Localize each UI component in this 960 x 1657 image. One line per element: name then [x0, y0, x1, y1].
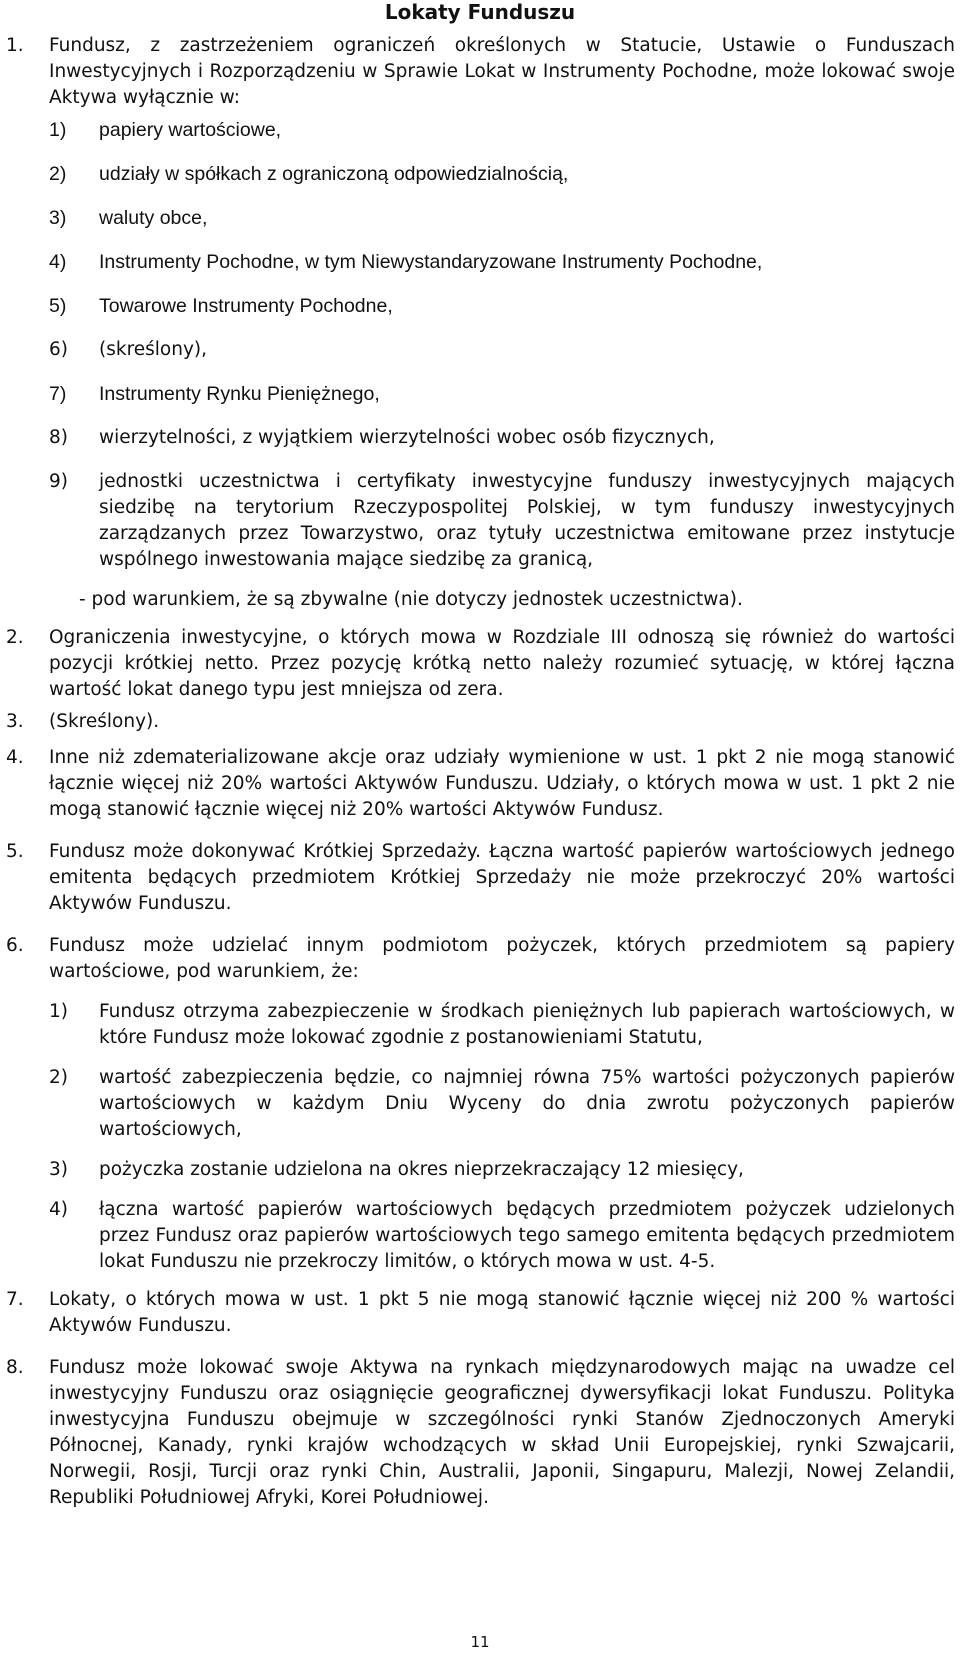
subitem-number: 9) — [49, 471, 68, 492]
subitem-1-7 — [0, 381, 960, 407]
subitem-text: (skreślony), — [99, 339, 208, 360]
subitem-text: wierzytelności, z wyjątkiem wierzytelności wobec osób fizycznych, — [99, 427, 715, 448]
page-title: Lokaty Funduszu — [384, 0, 576, 24]
subitem-number: 8) — [49, 427, 68, 448]
subitem-number: 1) — [49, 1001, 68, 1022]
section-item-4 — [0, 745, 960, 823]
subitem-number: 2) — [49, 1067, 68, 1088]
item-text: Fundusz może dokonywać Krótkiej Sprzedaży. Łączna wartość papierów wartościowych jednego emitenta będących przedmiotem Krótkiej Sprzedaży nie może przekroczyć 20% wartości Aktywów Funduszu. — [49, 841, 955, 914]
subitem-1-2 — [0, 161, 960, 187]
item-number: 8. — [6, 1357, 24, 1378]
subitem-text: Instrumenty Rynku Pieniężnego, — [99, 383, 380, 405]
item-number: 5. — [6, 841, 24, 862]
subitem-6-3 — [0, 1157, 960, 1183]
subitem-1-6 — [0, 337, 960, 363]
section-item-7 — [0, 1287, 960, 1339]
document-body — [0, 33, 960, 1511]
subitem-text: waluty obce, — [99, 207, 208, 229]
item-number: 6. — [6, 935, 24, 956]
item-number: 2. — [6, 627, 24, 648]
item-text: Fundusz może lokować swoje Aktywa na rynkach międzynarodowych mając na uwadze cel inwestycyjny Funduszu oraz osiągnięcie geograficznej dywersyfikacji lokat Funduszu. Polityka inwestycyjna Funduszu obejmuje w szczególności rynki Stanów Zjednoczonych Ameryki Północnej, Kanady, rynki krajów wchodzących w skład Unii Europejskiej, rynki Szwajcarii, Norwegii, Rosji, Turcji oraz rynki Chin, Australii, Japonii, Singapuru, Malezji, Nowej Zelandii, Republiki Południowej Afryki, Korei Południowej. — [49, 1357, 955, 1508]
subitem-text: wartość zabezpieczenia będzie, co najmniej równa 75% wartości pożyczonych papierów wartościowych w każdym Dniu Wyceny do dnia zwrotu pożyczonych papierów wartościowych, — [99, 1067, 955, 1140]
item-number: 4. — [6, 747, 24, 768]
item-text: Fundusz może udzielać innym podmiotom pożyczek, których przedmiotem są papiery wartościowe, pod warunkiem, że: — [49, 935, 955, 982]
section-item-5 — [0, 839, 960, 917]
item-number: 7. — [6, 1289, 24, 1310]
subitem-number: 3) — [49, 207, 67, 229]
section-item-3 — [0, 709, 960, 735]
subitem-1-9 — [0, 469, 960, 573]
subitem-number: 5) — [49, 295, 67, 317]
subitem-text: pożyczka zostanie udzielona na okres nieprzekraczający 12 miesięcy, — [99, 1159, 744, 1180]
subitem-1-1 — [0, 117, 960, 143]
page-number: 11 — [470, 1633, 490, 1651]
section-item-1 — [0, 33, 960, 111]
subitem-text: Towarowe Instrumenty Pochodne, — [99, 295, 393, 317]
subitem-text: papiery wartościowe, — [99, 119, 282, 141]
subitem-text: udziały w spółkach z ograniczoną odpowiedzialnością, — [99, 163, 569, 185]
item-text: (Skreślony). — [49, 711, 160, 732]
subitem-number: 3) — [49, 1159, 68, 1180]
item-text: Fundusz, z zastrzeżeniem ograniczeń określonych w Statucie, Ustawie o Funduszach Inwestycyjnych i Rozporządzeniu w Sprawie Lokat w Instrumenty Pochodne, może lokować swoje Aktywa wyłącznie w: — [49, 35, 955, 108]
subitem-6-2 — [0, 1065, 960, 1143]
subitem-6-1 — [0, 999, 960, 1051]
subitem-number: 7) — [49, 383, 67, 405]
item-text: Ograniczenia inwestycyjne, o których mowa w Rozdziale III odnoszą się również do wartości pozycji krótkiej netto. Przez pozycję krótką netto należy rozumieć sytuację, w której łączna wartość lokat danego typu jest mniejsza od zera. — [49, 627, 955, 700]
section-item-6 — [0, 933, 960, 985]
condition-note: - pod warunkiem, że są zbywalne (nie dotyczy jednostek uczestnictwa). — [79, 589, 743, 610]
section-item-8 — [0, 1355, 960, 1511]
item-text: Lokaty, o których mowa w ust. 1 pkt 5 nie mogą stanowić łącznie więcej niż 200 % wartości Aktywów Funduszu. — [49, 1289, 955, 1336]
subitem-1-3 — [0, 205, 960, 231]
subitem-1-8 — [0, 425, 960, 451]
subitem-number: 6) — [49, 339, 68, 360]
subitem-text: jednostki uczestnictwa i certyfikaty inwestycyjne funduszy inwestycyjnych mających siedzibę na terytorium Rzeczypospolitej Polskiej, w tym funduszy inwestycyjnych zarządzanych przez Towarzystwo, oraz tytuły uczestnictwa emitowane przez instytucje wspólnego inwestowania mające siedzibę za granicą, — [99, 471, 955, 570]
subitem-number: 4) — [49, 251, 67, 273]
subitem-number: 2) — [49, 163, 67, 185]
subitem-number: 4) — [49, 1199, 68, 1220]
subitem-1-4 — [0, 249, 960, 275]
item-text: Inne niż zdematerializowane akcje oraz udziały wymienione w ust. 1 pkt 2 nie mogą stanowić łącznie więcej niż 20% wartości Aktywów Funduszu. Udziały, o których mowa w ust. 1 pkt 2 nie mogą stanowić łącznie więcej niż 20% wartości Aktywów Fundusz. — [49, 747, 955, 820]
subitem-6-4 — [0, 1197, 960, 1275]
item-number: 1. — [6, 35, 24, 56]
subitem-text: łączna wartość papierów wartościowych będących przedmiotem pożyczek udzielonych przez Fundusz oraz papierów wartościowych tego samego emitenta będących przedmiotem lokat Funduszu nie przekroczy limitów, o których mowa w ust. 4-5. — [99, 1199, 955, 1272]
subitem-text: Instrumenty Pochodne, w tym Niewystandaryzowane Instrumenty Pochodne, — [99, 251, 763, 273]
item-number: 3. — [6, 711, 24, 732]
section-item-2 — [0, 625, 960, 703]
subitem-number: 1) — [49, 119, 67, 141]
subitem-1-5 — [0, 293, 960, 319]
subitem-text: Fundusz otrzyma zabezpieczenie w środkach pieniężnych lub papierach wartościowych, w które Fundusz może lokować zgodnie z postanowieniami Statutu, — [99, 1001, 955, 1048]
